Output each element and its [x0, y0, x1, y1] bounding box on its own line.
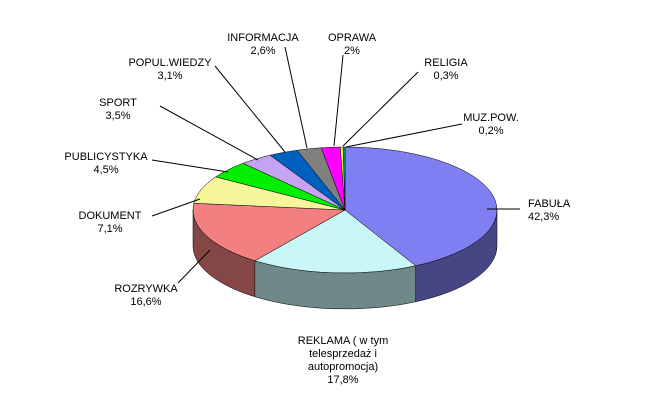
pie-top-faces: [193, 147, 497, 273]
leader-line-sport: [160, 106, 258, 160]
slice-label-popul-wiedzy: [128, 57, 212, 82]
slice-value-label: 42,3%: [528, 211, 560, 223]
slice-label-informacja: [227, 32, 299, 57]
leader-line-popul-wiedzy: [215, 66, 285, 152]
slice-label-fabula: [528, 198, 571, 223]
slice-name-label: telesprzedaż i: [309, 348, 377, 360]
slice-label-dokument: [79, 210, 142, 235]
slice-value-label: 17,8%: [327, 374, 359, 386]
slice-name-label: INFORMACJA: [227, 32, 299, 44]
leader-line-publicystyka: [152, 160, 228, 172]
slice-name-label: PUBLICYSTYKA: [64, 151, 148, 163]
slice-name-label: DOKUMENT: [78, 210, 142, 222]
slice-value-label: 3,5%: [105, 110, 131, 122]
leader-line-muz-pow: [346, 124, 462, 147]
slice-name-label: OPRAWA: [327, 32, 377, 44]
slice-value-label: 16,6%: [130, 296, 162, 308]
slice-name-label: MUZ.POW.: [463, 112, 519, 124]
slice-value-label: 0,2%: [478, 125, 504, 137]
slice-label-publicystyka: [64, 151, 148, 176]
slice-value-label: 2,6%: [250, 45, 276, 57]
leader-line-informacja: [285, 47, 307, 148]
slice-name-label: autopromocja): [307, 361, 379, 373]
slice-value-label: 3,1%: [157, 70, 183, 82]
slice-label-religia: [424, 57, 468, 82]
slice-label-muz-pow: [463, 112, 519, 137]
slice-name-label: FABUŁA: [528, 198, 571, 210]
slice-value-label: 0,3%: [433, 70, 459, 82]
leader-line-oprawa: [334, 55, 343, 146]
slice-name-label: SPORT: [99, 97, 137, 109]
slice-name-label: REKLAMA ( w tym: [297, 335, 389, 347]
slice-name-label: POPUL.WIEDZY: [128, 57, 212, 69]
slice-label-sport: [99, 97, 137, 122]
slice-label-reklama-w-tym-telesprzedaz-i-autopromocja: [298, 335, 388, 386]
slice-label-rozrywka: [114, 283, 178, 308]
slice-name-label: RELIGIA: [424, 57, 468, 69]
slice-label-oprawa: [328, 32, 377, 57]
slice-value-label: 2%: [344, 45, 360, 57]
slice-value-label: 4,5%: [93, 164, 119, 176]
slice-value-label: 7,1%: [97, 223, 123, 235]
slice-name-label: ROZRYWKA: [114, 283, 178, 295]
